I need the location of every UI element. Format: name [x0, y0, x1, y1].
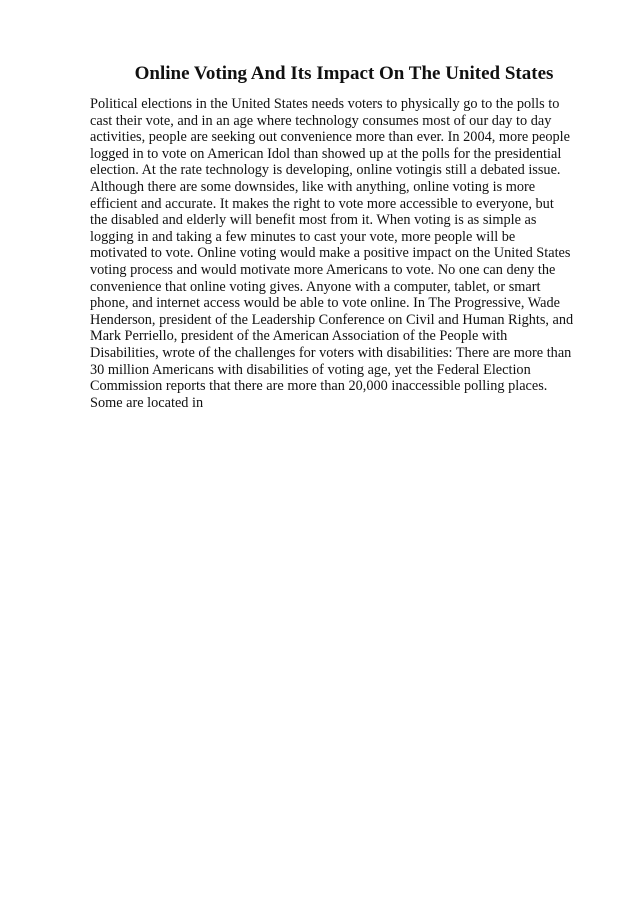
body-line: Commission reports that there are more than 20,000 inaccessible polling places.: [90, 378, 548, 395]
body-line: convenience that online voting gives. Anyone with a computer, tablet, or smart: [90, 278, 541, 295]
body-line: phone, and internet access would be able to vote online. In The Progressive, Wade: [90, 295, 560, 312]
body-line: efficient and accurate. It makes the right to vote more accessible to everyone, but: [90, 195, 554, 212]
body-line: Some are located in: [90, 394, 204, 411]
body-line: activities, people are seeking out convenience more than ever. In 2004, more people: [90, 129, 570, 146]
body-line: motivated to vote. Online voting would make a positive impact on the United States: [90, 245, 571, 262]
body-line: Mark Perriello, president of the American Association of the People with: [90, 328, 508, 345]
body-line: voting process and would motivate more Americans to vote. No one can deny the: [90, 261, 556, 278]
body-line: Disabilities, wrote of the challenges for voters with disabilities: There are more than: [90, 344, 572, 361]
body-line: 30 million Americans with disabilities of voting age, yet the Federal Election: [90, 361, 531, 378]
body-line: election. At the rate technology is developing, online votingis still a debated issue.: [90, 162, 561, 179]
body-line: Although there are some downsides, like with anything, online voting is more: [90, 178, 536, 195]
document-title: Online Voting And Its Impact On The United States: [134, 63, 554, 84]
body-line: Henderson, president of the Leadership Conference on Civil and Human Rights, and: [90, 311, 574, 328]
body-line: logging in and taking a few minutes to cast your vote, more people will be: [90, 228, 516, 245]
document-body: [90, 96, 590, 411]
body-line: cast their vote, and in an age where technology consumes most of our day to day: [90, 112, 552, 129]
body-line: the disabled and elderly will benefit most from it. When voting is as simple as: [90, 212, 537, 229]
body-line: logged in to vote on American Idol than showed up at the polls for the presidential: [90, 145, 562, 162]
body-line: Political elections in the United States needs voters to physically go to the polls to: [90, 96, 560, 112]
